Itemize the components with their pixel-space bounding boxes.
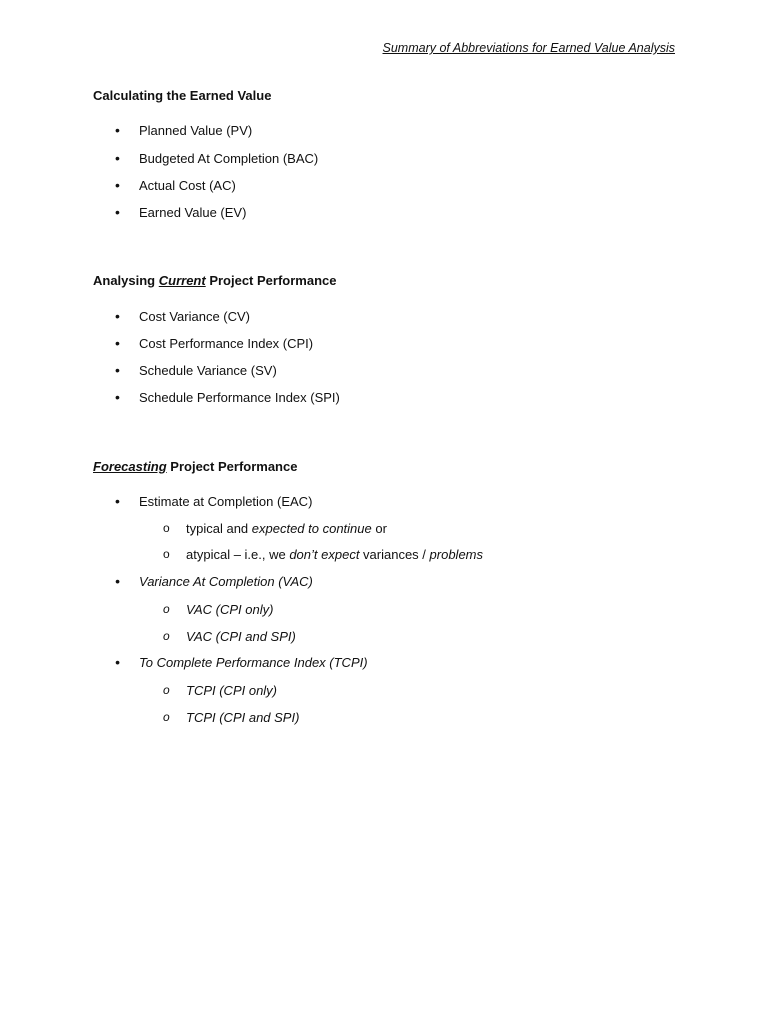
list-item-eac: • Estimate at Completion (EAC) — [139, 494, 312, 509]
list-item: • Schedule Performance Index (SPI) — [139, 390, 340, 405]
section-heading-calculating: Calculating the Earned Value — [93, 88, 272, 103]
list-item: • Actual Cost (AC) — [139, 178, 236, 193]
list-item: • Cost Variance (CV) — [139, 309, 250, 324]
heading-text: Project Performance — [166, 459, 298, 474]
text-run: typical and — [186, 521, 252, 536]
heading-text: Project Performance — [205, 273, 337, 288]
heading-text: Analysing — [93, 273, 159, 288]
text-run-italic: don’t expect — [289, 547, 360, 562]
list-item: • Schedule Variance (SV) — [139, 363, 277, 378]
section-heading-analysing — [93, 273, 336, 288]
heading-emphasis: Current — [158, 273, 206, 288]
sub-list-item — [186, 521, 387, 536]
sub-list-item: o TCPI (CPI only) — [186, 683, 277, 698]
list-item: • Planned Value (PV) — [139, 123, 252, 138]
page-header: Summary of Abbreviations for Earned Value Analysis — [382, 41, 675, 55]
list-item: • Budgeted At Completion (BAC) — [139, 151, 318, 166]
list-item-vac: • Variance At Completion (VAC) — [139, 574, 313, 589]
list-item: • Cost Performance Index (CPI) — [139, 336, 313, 351]
list-item-tcpi: • To Complete Performance Index (TCPI) — [139, 655, 368, 670]
section-heading-forecasting — [93, 459, 297, 474]
sub-list-item: o VAC (CPI only) — [186, 602, 273, 617]
text-run: variances / — [359, 547, 430, 562]
text-run-italic: problems — [429, 547, 483, 562]
list-item: • Earned Value (EV) — [139, 205, 246, 220]
text-run-italic: expected to continue — [251, 521, 372, 536]
text-run: atypical – i.e., we — [186, 547, 290, 562]
sub-list-item: o VAC (CPI and SPI) — [186, 629, 296, 644]
sub-list-item: o TCPI (CPI and SPI) — [186, 710, 299, 725]
text-run: or — [371, 521, 387, 536]
sub-list-item — [186, 547, 483, 562]
heading-emphasis: Forecasting — [93, 459, 167, 474]
